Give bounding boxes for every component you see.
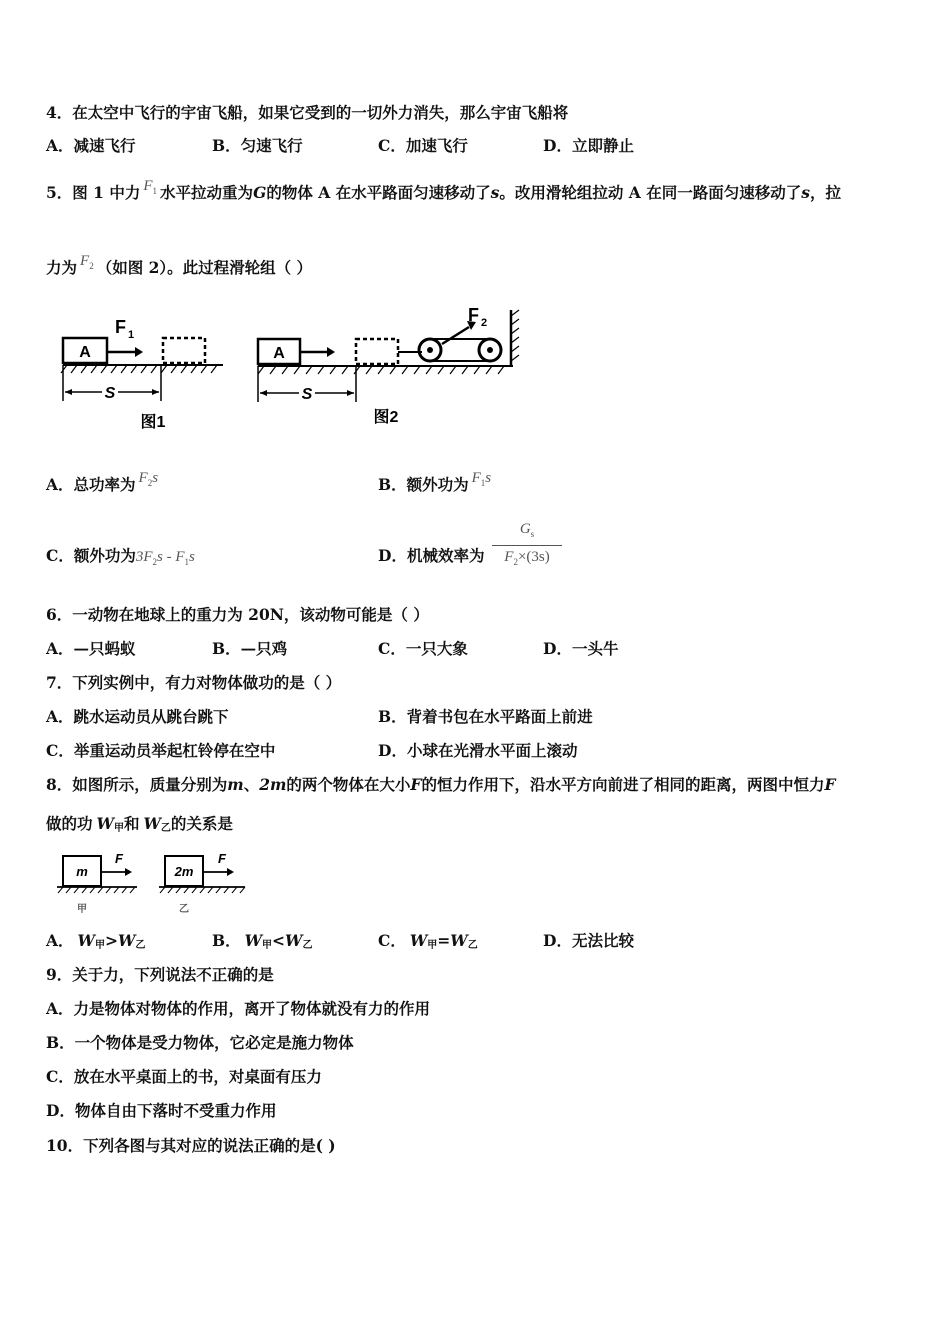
q8-option-a: A． $W_甲>W_乙$ (46, 931, 146, 951)
q5-option-d: D．机械效率为 (378, 546, 485, 565)
fig1-caption: 图1 (140, 414, 166, 431)
force-label: F (115, 317, 126, 337)
q8-stem-line2: 做的功 $W_甲$和 $W_乙$的关系是 (46, 814, 233, 834)
dashed-block (356, 339, 398, 364)
q8-option-d: D．无法比较 (543, 931, 634, 950)
q8-option-c: C． $W_甲=W_乙$ (378, 931, 478, 951)
q4-option-a: A．减速飞行 (46, 136, 136, 155)
q7-option-a: A．跳水运动员从跳台跳下 (46, 707, 229, 726)
force-label-1: F (115, 851, 123, 866)
q9-option-a: A．力是物体对物体的作用，离开了物体就没有力的作用 (46, 999, 431, 1018)
caption-yi: 乙 (179, 904, 189, 915)
q8-figure (55, 848, 255, 923)
q9-option-b: B．一个物体是受力物体，它必定是施力物体 (46, 1033, 354, 1052)
q7-stem: 7．下列实例中，有力对物体做功的是（ ） (46, 673, 342, 692)
svg-text:2: 2 (481, 317, 488, 329)
q4-option-c: C．加速飞行 (378, 136, 468, 155)
q8-stem-line1: 8．如图所示，质量分别为m、2m的两个物体在大小F的恒力作用下，沿水平方向前进了相同的距离，两图中恒力F (46, 775, 836, 794)
q7-option-d: D．小球在光滑水平面上滚动 (378, 741, 578, 760)
q5-stem-line2: 力为 $F_2$ （如图 2）。此过程滑轮组（ ） (46, 253, 313, 277)
block-a-label: A (273, 345, 285, 362)
distance-label: S (301, 386, 313, 403)
q5-option-b: B．额外功为 $F_1s$ (378, 470, 492, 494)
q5-option-c: C．额外功为$3F_2s - F_1s$ (46, 546, 195, 567)
force2-label: F (468, 305, 479, 325)
svg-text:1: 1 (128, 329, 135, 341)
q6-option-a: A．—只蚂蚁 (46, 639, 136, 658)
q7-option-b: B．背着书包在水平路面上前进 (378, 707, 593, 726)
q4-option-d: D．立即静止 (543, 136, 634, 155)
box-m-label: m (76, 864, 88, 879)
q4-option-b: B．匀速飞行 (212, 136, 303, 155)
caption-jia: 甲 (77, 904, 87, 915)
q9-stem: 9．关于力，下列说法不正确的是 (46, 965, 274, 984)
q8-option-b: B． $W_甲<W_乙$ (212, 931, 313, 951)
q9-option-d: D．物体自由下落时不受重力作用 (46, 1101, 277, 1120)
box-2m-label: 2m (174, 864, 194, 879)
dashed-block (163, 338, 205, 363)
fig2-caption: 图2 (373, 409, 399, 426)
q6-option-d: D．一头牛 (543, 639, 619, 658)
q9-option-c: C．放在水平桌面上的书，对桌面有压力 (46, 1067, 322, 1086)
q6-option-c: C．一只大象 (378, 639, 468, 658)
q5-option-a: A．总功率为 $F_2s$ (46, 470, 159, 494)
q6-stem: 6．一动物在地球上的重力为 20N，该动物可能是（ ） (46, 605, 429, 624)
force-label-2: F (218, 851, 226, 866)
q10-stem: 10．下列各图与其对应的说法正确的是( ) (46, 1136, 336, 1155)
q7-option-c: C．举重运动员举起杠铃停在空中 (46, 741, 276, 760)
q5-figure-2 (250, 300, 540, 435)
distance-label: S (104, 385, 116, 402)
block-a-label: A (79, 344, 91, 361)
q5-figure-1 (55, 305, 230, 435)
q5-stem-line1: 5．图 1 中力 $F_1$ 水平拉动重为G的物体 A 在水平路面匀速移动了s。改用滑轮组拉动 A 在同一路面匀速移动了s，拉 (46, 178, 841, 202)
q4-stem: 4．在太空中飞行的宇宙飞船，如果它受到的一切外力消失，那么宇宙飞船将 (46, 103, 569, 122)
q5-option-d-fraction: $G_s$ $F_2\times(3s)$ (492, 520, 562, 571)
q6-option-b: B．—只鸡 (212, 639, 288, 658)
